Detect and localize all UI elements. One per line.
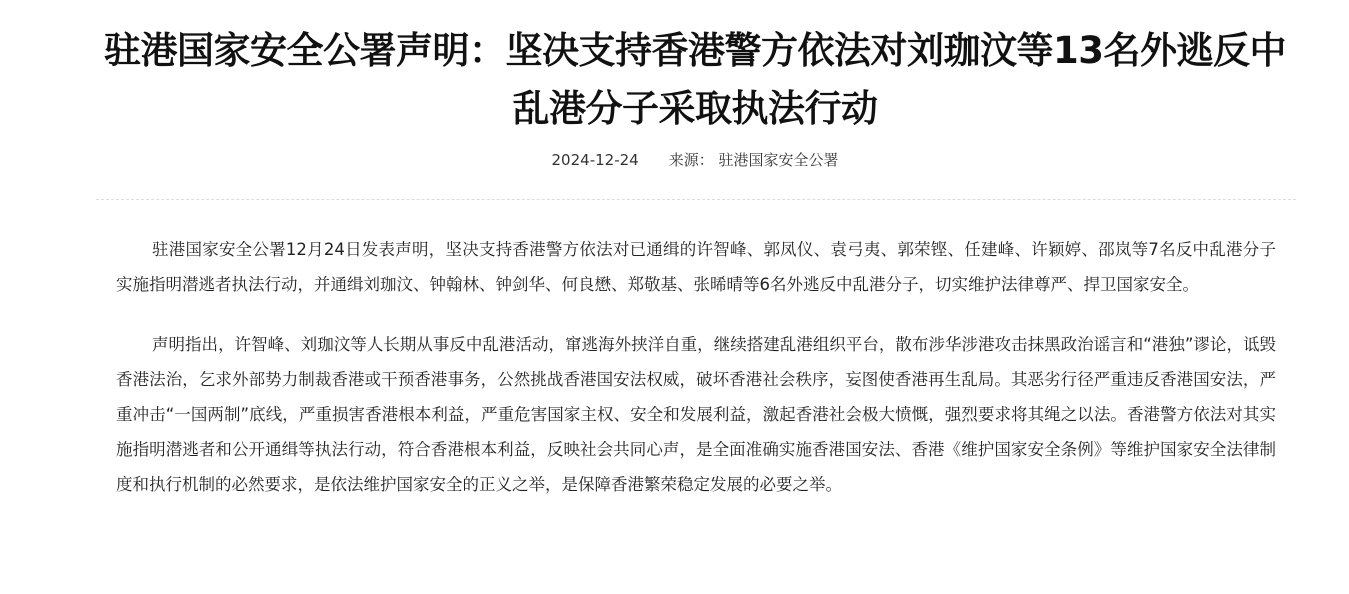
title-divider bbox=[96, 199, 1296, 200]
article-meta bbox=[0, 149, 1349, 171]
article-source: 来源： 驻港国家安全公署 bbox=[668, 151, 839, 169]
body-paragraph: 声明指出，许智峰、刘珈汶等人长期从事反中乱港活动，窜逃海外挟洋自重，继续搭建乱港组织平台，散布涉华涉港攻击抹黑政治谣言和“港独”谬论，诋毁香港法治，乞求外部势力制裁香港或干预香港事务，公然挑战香港国安法权威，破坏香港社会秩序，妄图使香港再生乱局。其恶劣行径严重违反香港国安法，严重冲击“一国两制”底线，严重损害香港根本利益，严重危害国家主权、安全和发展利益，激起香港社会极大愤慨，强烈要求将其绳之以法。香港警方依法对其实施指明潜逃者和公开通缉等执法行动，符合香港根本利益，反映社会共同心声，是全面准确实施香港国安法、香港《维护国家安全条例》等维护国家安全法律制度和执行机制的必然要求，是依法维护国家安全的正义之举，是保障香港繁荣稳定发展的必要之举。 bbox=[116, 335, 1276, 494]
body-paragraph: 驻港国家安全公署12月24日发表声明，坚决支持香港警方依法对已通缉的许智峰、郭凤仪、袁弓夷、郭荣铿、任建峰、许颖婷、邵岚等7名反中乱港分子实施指明潜逃者执法行动，并通缉刘珈汶、钟翰林、钟剑华、何良懋、郑敬基、张晞晴等6名外逃反中乱港分子，切实维护法律尊严、捍卫国家安全。 bbox=[116, 240, 1276, 294]
article-body bbox=[116, 232, 1276, 527]
article-title: 驻港国家安全公署声明：坚决支持香港警方依法对刘珈汶等13名外逃反中乱港分子采取执法行动 bbox=[104, 29, 1286, 130]
publish-date: 2024-12-24 bbox=[551, 151, 639, 169]
